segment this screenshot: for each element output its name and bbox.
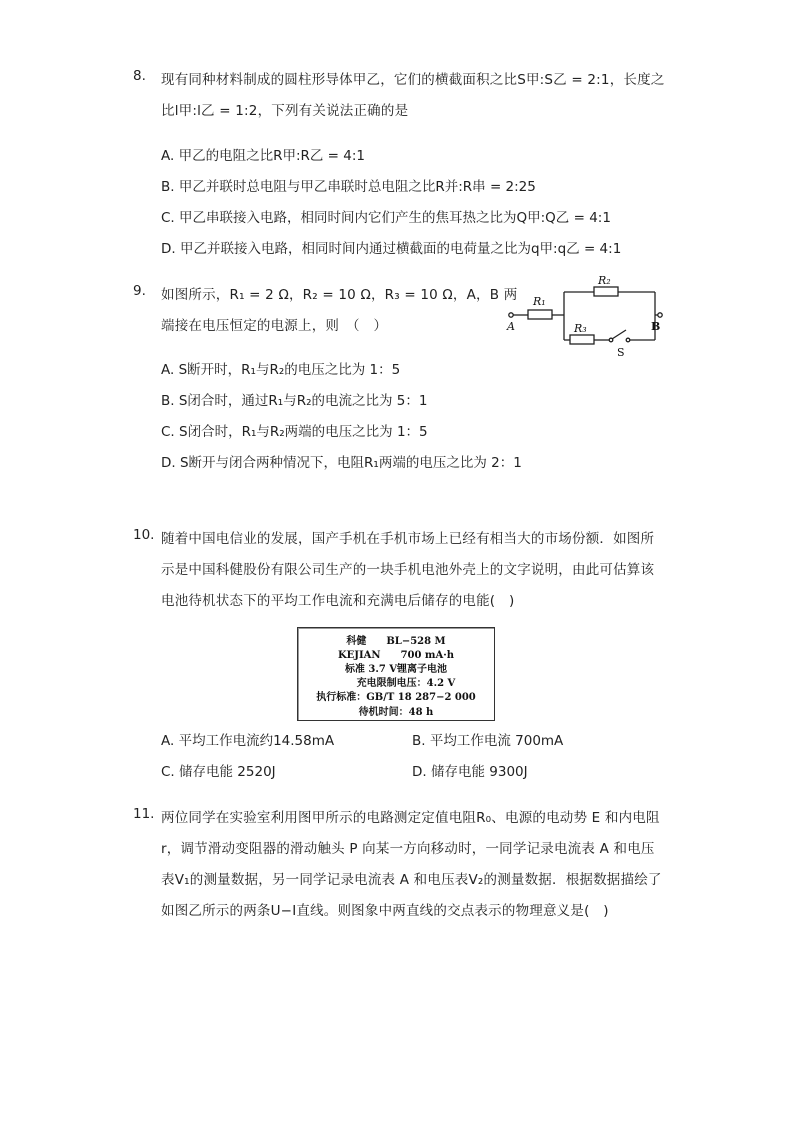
battery-label-line-4: 充电限制电压：4.2 V — [356, 678, 456, 689]
battery-label-image — [297, 627, 495, 721]
resistor-r2 — [594, 287, 618, 296]
battery-label-line-1: 科健 BL−528 M — [346, 636, 446, 647]
question-10-stem-line-3: 电池待机状态下的平均工作电流和充满电后储存的电能( ) — [161, 593, 515, 609]
label-s: S — [617, 346, 625, 358]
question-10-option-a: A. 平均工作电流约14.58mA — [161, 733, 335, 749]
terminal-a — [509, 313, 513, 317]
circuit-diagram — [498, 272, 676, 358]
question-10-number: 10. — [133, 527, 155, 543]
question-11-stem-line-4: 如图乙所示的两条U−I直线。则图象中两直线的交点表示的物理意义是( ) — [161, 903, 609, 919]
question-10-option-c: C. 储存电能 2520J — [161, 764, 276, 780]
battery-label-line-3: 标准 3.7 V锂离子电池 — [344, 664, 448, 675]
question-9-stem-line-1: 如图所示，R₁ = 2 Ω，R₂ = 10 Ω，R₃ = 10 Ω，A，B 两 — [161, 287, 518, 303]
question-10-option-b: B. 平均工作电流 700mA — [412, 733, 564, 749]
question-8-option-c: C. 甲乙串联接入电路，相同时间内它们产生的焦耳热之比为Q甲:Q乙 = 4:1 — [161, 210, 611, 226]
label-b: B — [651, 320, 661, 333]
question-8-option-a: A. 甲乙的电阻之比R甲:R乙 = 4:1 — [161, 148, 366, 164]
battery-label-line-6: 待机时间：48 h — [358, 707, 434, 718]
question-10-stem-line-2: 示是中国科健股份有限公司生产的一块手机电池外壳上的文字说明，由此可估算该 — [161, 562, 655, 578]
resistor-r1 — [528, 310, 552, 319]
label-a: A — [507, 320, 515, 333]
label-r3: R₃ — [574, 322, 587, 335]
battery-label-line-5: 执行标准：GB/T 18 287−2 000 — [316, 692, 476, 703]
question-11-stem-line-2: r，调节滑动变阻器的滑动触头 P 向某一方向移动时，一同学记录电流表 A 和电压 — [161, 841, 655, 857]
label-r1: R₁ — [533, 295, 546, 308]
question-9-option-b: B. S闭合时，通过R₁与R₂的电流之比为 5：1 — [161, 393, 428, 409]
question-10-stem-line-1: 随着中国电信业的发展，国产手机在手机市场上已经有相当大的市场份额．如图所 — [161, 531, 655, 547]
question-11-stem-line-3: 表V₁的测量数据，另一同学记录电流表 A 和电压表V₂的测量数据．根据数据描绘了 — [161, 872, 662, 888]
question-11-number: 11. — [133, 806, 155, 822]
question-8-stem-line-1: 现有同种材料制成的圆柱形导体甲乙，它们的横截面积之比S甲:S乙 = 2:1，长度之 — [161, 72, 665, 88]
terminal-b — [658, 313, 662, 317]
resistor-r3 — [570, 335, 594, 344]
battery-label-line-2: KEJIAN 700 mA·h — [337, 650, 455, 661]
switch-s — [612, 330, 626, 339]
question-9-option-d: D. S断开与闭合两种情况下，电阻R₁两端的电压之比为 2：1 — [161, 455, 522, 471]
question-9-option-a: A. S断开时，R₁与R₂的电压之比为 1：5 — [161, 362, 401, 378]
question-11-stem-line-1: 两位同学在实验室利用图甲所示的电路测定定值电阻R₀、电源的电动势 E 和内电阻 — [161, 810, 660, 826]
question-8-stem-line-2: 比l甲:l乙 = 1:2，下列有关说法正确的是 — [161, 103, 409, 119]
question-9-option-c: C. S闭合时，R₁与R₂两端的电压之比为 1：5 — [161, 424, 428, 440]
question-10-option-d: D. 储存电能 9300J — [412, 764, 528, 780]
question-9-stem-line-2: 端接在电压恒定的电源上，则 （ ） — [161, 318, 388, 334]
question-8-option-d: D. 甲乙并联接入电路，相同时间内通过横截面的电荷量之比为q甲:q乙 = 4:1 — [161, 241, 622, 257]
question-8-option-b: B. 甲乙并联时总电阻与甲乙串联时总电阻之比R并:R串 = 2:25 — [161, 179, 536, 195]
question-8-number: 8. — [133, 68, 146, 84]
question-9-number: 9. — [133, 283, 146, 299]
label-r2: R₂ — [598, 274, 611, 287]
